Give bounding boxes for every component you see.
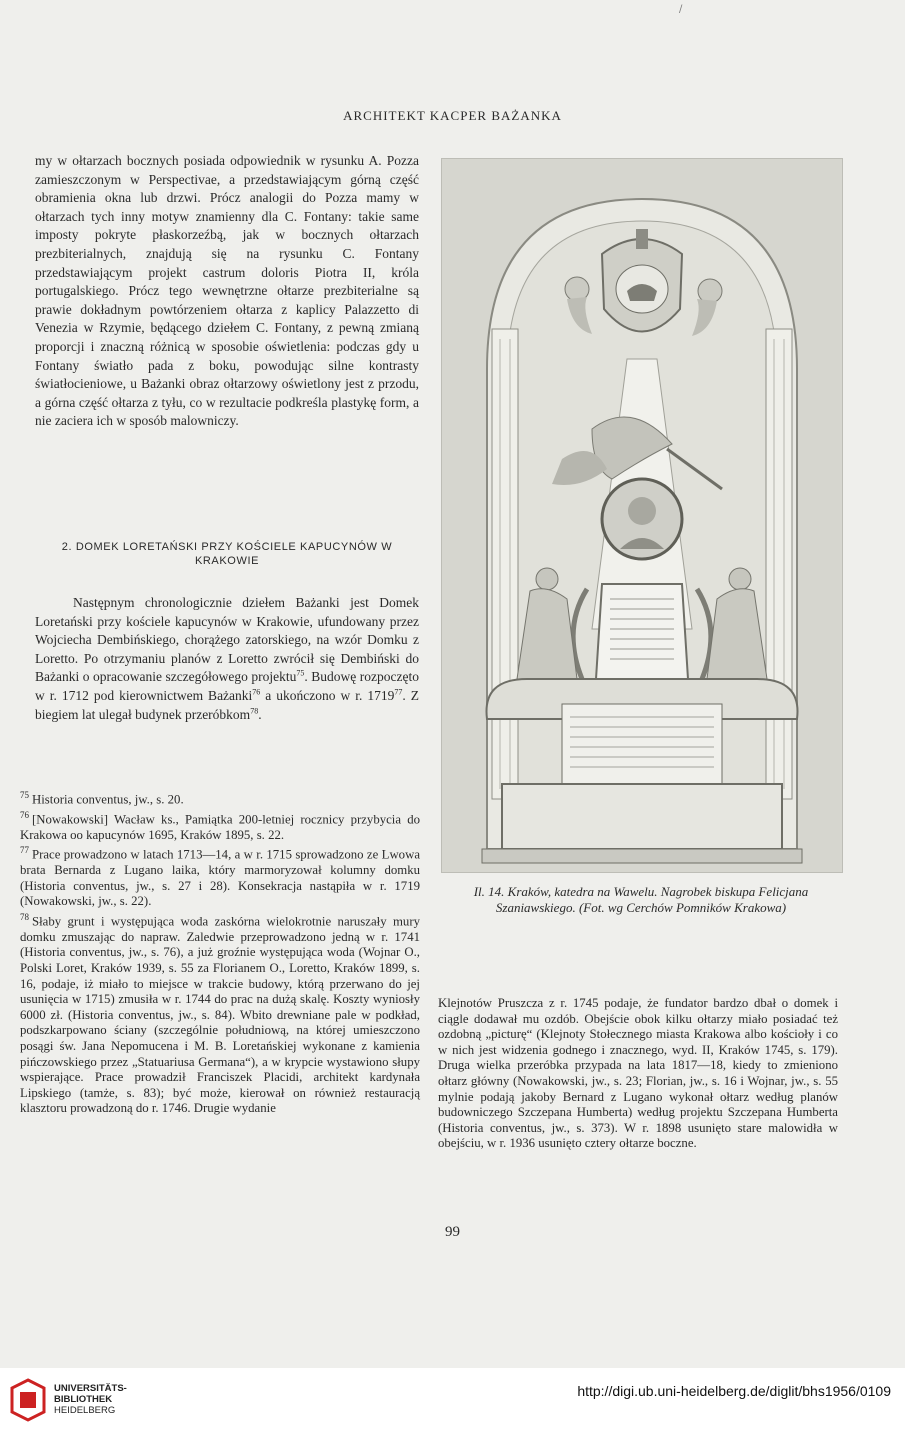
section-text-e: . (258, 706, 262, 722)
section-body (35, 594, 419, 724)
library-name-line: UNIVERSITÄTS- (54, 1383, 127, 1394)
footnote-text: [Nowakowski] Wacław ks., Pamiątka 200-letniej rocznicy przybycia do Krakowa oo kapucynów 1695, Kraków 1895, s. 22. (20, 812, 420, 842)
tomb-monument-photo (441, 158, 843, 873)
monument-illustration (442, 159, 842, 872)
running-title: ARCHITEKT KACPER BAŻANKA (343, 108, 562, 123)
left-column (35, 152, 419, 431)
footnote-number: 75 (20, 790, 29, 800)
section-text-d: . Z biegiem lat ulegał budynek przeróbkom (35, 687, 419, 722)
figure-caption: Il. 14. Kraków, katedra na Wawelu. Nagrobek biskupa Felicjana Szaniawskiego. (Fot. wg Cerchów Pomników Krakowa) (473, 884, 809, 915)
library-name-line: BIBLIOTHEK (54, 1394, 113, 1405)
section-paragraph (35, 594, 419, 724)
library-logo[interactable] (10, 1378, 160, 1424)
footnote-75 (20, 788, 420, 808)
footnote-text: Prace prowadzono w latach 1713—14, a w r. 1715 sprowadzono ze Lwowa brata Bernarda z Lugano laika, który marmoryzował kolumny domku (Historia conventus, jw., s. 27 i 28). Konsekracja nastąpiła w r. 1719 (Nowakowski, jw., s. 22). (20, 847, 420, 909)
footnote-number: 78 (20, 911, 29, 922)
section-heading: 2. DOMEK LORETAŃSKI PRZY KOŚCIELE KAPUCYNÓW W KRAKOWIE (61, 541, 393, 567)
footnote-text: Słaby grunt i występująca woda zaskórna wielokrotnie naruszały mury domku zmuszając do napraw. Zaledwie przeprowadzono jedną w r. 1741 (Historia conventus, jw., s. 76), a już groźnie występująca woda (Wojnar O., Polski Loret, Kraków 1939, s. 55 za Florianem O., Loretto, Kraków 1899, s. 16, podaje, iż miało to miejsce w trakcie budowy, którą przerwano do jej usunięcia w 1715) zmusiła w r. 1744 do prac na dużą skalę. Koszty wyniosły 6000 zł. (Historia conventus, jw., s. 84). Wbito drewniane pale w podkład, podszkarpowano ściany (szczególnie południową, na której umieszczono posągi św. Jana Nepomucena i M. B. Loretańskiej wykonane z kamienia pińczowskiego przez „Statuariusa Germana“), a w krypcie wystawiono słupy wspierające. Prace prowadził Franciszek Placidi, architekt kardynała Lipskiego (tamże, s. 83); być może, kierował on również restauracją klasztoru prowadzoną do r. 1746. Drugie wydanie (20, 914, 420, 1116)
footnote-text: Historia conventus, jw., s. 20. (32, 792, 184, 807)
section-text-a: Następnym chronologicznie dziełem Bażanki jest Domek Loretański przy kościele kapucynów w Krakowie, ufundowany przez Wojciecha Dembińskiego, chorążego zatorskiego, na wzór Domku z Loretto. Po otrzymaniu planów z Loretto zwrócił się Dembiński do Bażanki o opracowanie szczegółowego projektu (35, 595, 419, 685)
footnote-78 (20, 910, 420, 1117)
scan-mark: / (679, 4, 683, 15)
footnote-number: 77 (20, 845, 29, 856)
footnote-ref-78[interactable]: 78 (250, 706, 259, 716)
page-number: 99 (445, 1224, 460, 1240)
body-paragraph-1: my w ołtarzach bocznych posiada odpowiednik w rysunku A. Pozza zamieszczonym w Perspectivae, a przedstawiającym górną część obramienia okna lub drzwi. Prócz analogii do Pozza mamy w ołtarzach tych inny motyw znamienny dla C. Fontany: takie same imposty pokryte płaskorzeźbą, jak w bocznych ołtarzach prezbiterialnych, znajdują się na rysunku C. Fontany przedstawiającym projekt castrum doloris Piotra II, króla portugalskiego. Prócz tego wewnętrzne ołtarze prezbiterialne są prawie dokładnym powtórzeniem ołtarza z kaplicy Palazzetto di Venezia w Rzymie, będącego dziełem C. Fontany, z pewną zmianą proporcji i znaczną różnicą w sposobie oświetlenia: podczas gdy u Fontany światło pada z boku, powodując silne kontrasty światłocieniowe, u Bażanki obraz ołtarzowy oświetlony jest z przodu, a górna część ołtarza z tyłu, co w rezultacie podkreśla plastykę form, a nie zaciera ich w sposób malowniczy. (35, 153, 419, 429)
library-name-line: HEIDELBERG (54, 1405, 116, 1416)
permalink-url[interactable]: http://digi.ub.uni-heidelberg.de/diglit/bhs1956/0109 (577, 1383, 891, 1399)
library-emblem-icon (10, 1378, 46, 1422)
viewer-footer (0, 1368, 905, 1436)
footnote-76 (20, 808, 420, 843)
footnote-ref-75[interactable]: 75 (296, 668, 305, 678)
library-name (54, 1383, 127, 1416)
footnote-77 (20, 843, 420, 910)
footnote-ref-76[interactable]: 76 (252, 687, 261, 697)
footnote-ref-77[interactable]: 77 (394, 687, 403, 697)
footnotes (20, 788, 420, 1117)
section-text-b: . Budowę rozpoczęto w r. 1712 pod kierownictwem Bażanki (35, 669, 419, 703)
section-text-c: a ukończono w r. 1719 (260, 687, 395, 703)
footnote-number: 76 (20, 809, 29, 820)
right-column-footnote-continuation: Klejnotów Pruszcza z r. 1745 podaje, że fundator bardzo dbał o domek i ciągle dodawał mu ozdób. Obejście obok kilku ołtarzy miało posiadać też ozdobną „picturę“ (Klejnoty Stołecznego miasta Krakowa albo kościoły i co w nich jest widzenia godnego i znacznego, wyd. II, Kraków 1745, s. 179). Druga wielka przeróbka przypada na lata 1817—18, kiedy to zmieniono ołtarz główny (Nowakowski, jw., s. 23; Florian, jw., s. 16 i Wojnar, jw., s. 55 mylnie podają jakoby Bernard z Lugano wykonał ołtarz według planów budowniczego Szczepana Humberta) według projektu Szczepana Humberta (Historia conventus, jw., s. 373). W r. 1898 usunięto stare malowidła w obejściu, w r. 1936 usunięto cztery ołtarze boczne. (438, 996, 838, 1151)
